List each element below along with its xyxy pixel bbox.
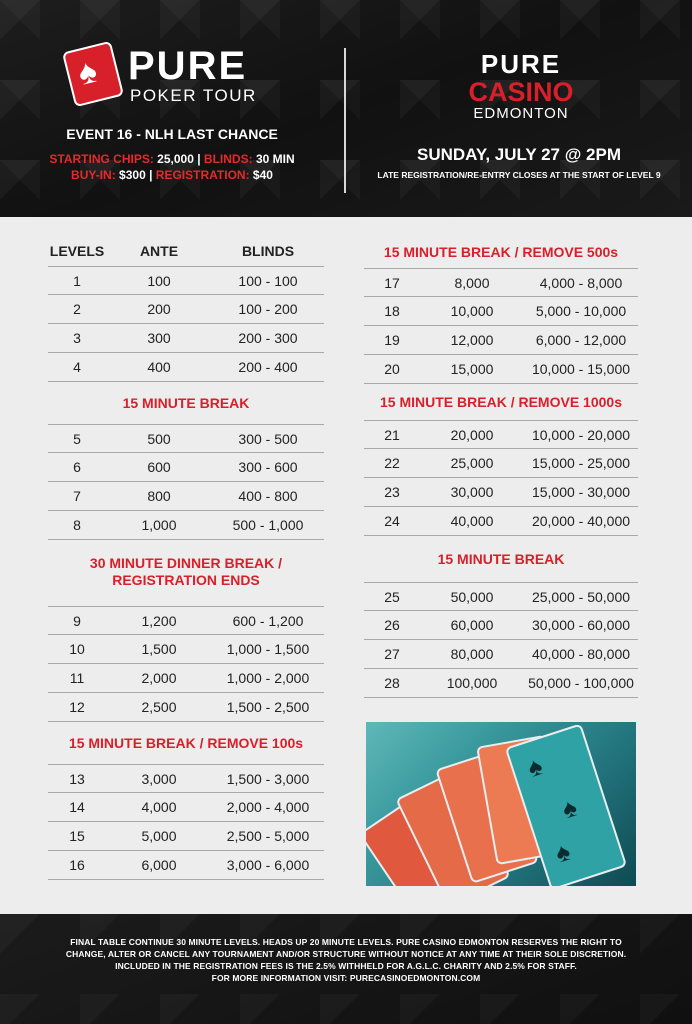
blinds-cell: 1,500 - 3,000 (226, 770, 310, 787)
table-row (364, 268, 638, 297)
blinds-cell: 600 - 1,200 (232, 612, 304, 629)
dinner-break-line2: REGISTRATION ENDS (112, 572, 260, 588)
playing-cards-photo (366, 722, 636, 886)
ante-cell: 12,000 (450, 332, 494, 348)
blinds-cell: 500 - 1,000 (232, 517, 304, 533)
blinds-cell: 6,000 - 12,000 (535, 332, 627, 348)
table-row (48, 793, 324, 822)
dinner-break-line1: 30 MINUTE DINNER BREAK / (89, 555, 283, 571)
footer-line: INCLUDED IN THE REGISTRATION FEES IS THE 2.5% WITHHELD FOR A.G.L.C. CHARITY AND 2.5% FOR STAFF. (115, 961, 577, 971)
level-cell: 1 (73, 272, 81, 289)
blinds-cell: 30,000 - 60,000 (531, 617, 631, 633)
level-cell: 14 (69, 799, 85, 815)
structure-table-right (364, 236, 638, 698)
ante-cell: 300 (147, 330, 171, 346)
blinds-cell: 15,000 - 25,000 (531, 455, 631, 471)
table-row (48, 606, 324, 635)
edmonton-text: EDMONTON (473, 105, 569, 122)
footer-line: CHANGE, ALTER OR CANCEL ANY TOURNAMENT AND/OR STRUCTURE WITHOUT NOTICE AT ANY TIME AT THEIR SOLE DISCRETION. (65, 949, 627, 959)
break-label: 15 MINUTE BREAK (122, 395, 250, 411)
ante-cell: 60,000 (450, 617, 494, 633)
blinds-cell: 1,000 - 1,500 (226, 641, 310, 657)
starting-chips-value: 25,000 (157, 152, 194, 166)
table-row (48, 424, 324, 453)
blinds-cell: 15,000 - 30,000 (531, 484, 631, 500)
level-cell: 4 (73, 359, 81, 375)
level-cell: 23 (384, 484, 400, 500)
ante-cell: 1,000 (141, 517, 177, 533)
blinds-column-header: BLINDS (241, 243, 295, 259)
table-row (48, 851, 324, 880)
table-row (364, 640, 638, 669)
level-cell: 8 (73, 517, 81, 533)
chips-blinds-line (0, 152, 344, 166)
level-cell: 2 (73, 301, 81, 317)
table-row (48, 664, 324, 693)
poster-footer (0, 914, 692, 1024)
structure-table-left (48, 236, 324, 880)
table-header (48, 236, 324, 266)
blinds-value: 30 MIN (255, 152, 295, 166)
table-row (48, 693, 324, 722)
spade-icon: ♠ (558, 791, 581, 825)
ante-cell: 15,000 (450, 361, 494, 377)
table-row (364, 611, 638, 640)
ante-column-header: ANTE (139, 243, 179, 259)
blinds-cell: 2,500 - 5,000 (226, 828, 310, 844)
registration-label: REGISTRATION: (155, 168, 250, 182)
table-row (364, 420, 638, 449)
blinds-cell: 200 - 300 (238, 330, 298, 346)
level-cell: 5 (73, 430, 81, 447)
blinds-cell: 1,000 - 2,000 (226, 670, 310, 686)
table-row (364, 297, 638, 326)
ante-cell: 400 (147, 359, 171, 375)
event-date: SUNDAY, JULY 27 @ 2PM (417, 145, 621, 164)
blinds-cell: 5,000 - 10,000 (535, 303, 627, 319)
footer-line: FINAL TABLE CONTINUE 30 MINUTE LEVELS. HEADS UP 20 MINUTE LEVELS. PURE CASINO EDMONTON RESERVES THE RIGHT TO (70, 937, 622, 947)
level-cell: 19 (384, 332, 400, 348)
level-cell: 15 (69, 828, 85, 844)
blinds-cell: 10,000 - 20,000 (531, 426, 631, 443)
table-row (48, 453, 324, 482)
ante-cell: 40,000 (450, 513, 494, 529)
blinds-cell: 40,000 - 80,000 (531, 646, 631, 662)
level-cell: 20 (384, 361, 400, 377)
ante-cell: 100 (147, 272, 171, 289)
break-label: 15 MINUTE BREAK / REMOVE 1000s (380, 394, 622, 410)
table-row (364, 478, 638, 507)
break-label: 15 MINUTE BREAK / REMOVE 500s (383, 244, 619, 260)
buyin-value: $300 (119, 168, 146, 182)
buyin-label: BUY-IN: (71, 168, 116, 182)
level-cell: 26 (384, 617, 400, 633)
footer-website-line: FOR MORE INFORMATION VISIT: PURECASINOEDMONTON.COM (211, 973, 481, 983)
level-cell: 3 (73, 330, 81, 346)
poster-header (0, 0, 692, 217)
level-cell: 27 (384, 646, 400, 662)
ante-cell: 10,000 (450, 303, 494, 319)
ante-cell: 8,000 (454, 274, 490, 291)
level-cell: 10 (69, 641, 85, 657)
level-cell: 16 (69, 857, 85, 873)
level-cell: 28 (384, 675, 400, 691)
break-label: 15 MINUTE BREAK / REMOVE 100s (68, 735, 304, 751)
ante-cell: 2,000 (141, 670, 177, 686)
table-row (364, 582, 638, 611)
blinds-cell: 400 - 800 (238, 488, 298, 504)
blinds-cell: 100 - 200 (238, 301, 298, 317)
buyin-registration-line (0, 168, 344, 182)
table-row (48, 635, 324, 664)
dinner-break-label (48, 540, 324, 606)
starting-chips-label: STARTING CHIPS: (49, 152, 154, 166)
blinds-cell: 100 - 100 (238, 272, 298, 289)
pure-poker-tour-logo (66, 44, 276, 106)
blinds-cell: 200 - 400 (238, 359, 298, 375)
blinds-cell: 1,500 - 2,500 (226, 699, 310, 715)
table-row (48, 266, 324, 295)
ante-cell: 500 (147, 430, 171, 447)
ante-cell: 4,000 (141, 799, 177, 815)
poker-tour-text: POKER TOUR (130, 86, 257, 105)
blinds-cell: 4,000 - 8,000 (539, 274, 623, 291)
level-cell: 6 (73, 459, 81, 475)
table-row (48, 822, 324, 851)
table-row (364, 507, 638, 536)
spade-card-icon: ♠ (62, 41, 124, 107)
ante-cell: 20,000 (450, 426, 494, 443)
level-cell: 9 (73, 612, 81, 629)
spade-icon: ♠ (523, 750, 547, 784)
blinds-cell: 25,000 - 50,000 (531, 588, 631, 605)
late-registration-note: LATE REGISTRATION/RE-ENTRY CLOSES AT THE START OF LEVEL 9 (377, 170, 661, 180)
blinds-cell: 300 - 500 (238, 430, 298, 447)
levels-column-header: LEVELS (49, 243, 105, 259)
registration-value: $40 (252, 168, 273, 182)
ante-cell: 600 (147, 459, 171, 475)
table-row (48, 511, 324, 540)
table-row (364, 669, 638, 698)
ante-cell: 25,000 (450, 455, 494, 471)
separator: | (149, 168, 153, 182)
blinds-cell: 3,000 - 6,000 (226, 857, 310, 873)
table-row (364, 355, 638, 384)
level-cell: 22 (384, 455, 400, 471)
ante-cell: 5,000 (141, 828, 177, 844)
ante-cell: 1,200 (141, 612, 177, 629)
ante-cell: 100,000 (446, 675, 498, 691)
separator: | (197, 152, 201, 166)
ante-cell: 80,000 (450, 646, 494, 662)
blinds-cell: 50,000 - 100,000 (528, 675, 634, 691)
pure-casino-edmonton-logo (466, 50, 576, 122)
ante-cell: 3,000 (141, 770, 177, 787)
level-cell: 18 (384, 303, 400, 319)
table-row (48, 482, 324, 511)
spade-icon: ♠ (551, 835, 574, 869)
level-cell: 7 (73, 488, 81, 504)
table-row (48, 324, 324, 353)
blinds-cell: 10,000 - 15,000 (531, 361, 631, 377)
ante-cell: 6,000 (141, 857, 177, 873)
event-title: EVENT 16 - NLH LAST CHANCE (66, 126, 278, 142)
level-cell: 13 (69, 770, 85, 787)
table-row (364, 449, 638, 478)
ante-cell: 800 (147, 488, 171, 504)
level-cell: 17 (384, 274, 400, 291)
blinds-label: BLINDS: (203, 152, 253, 166)
break-label: 15 MINUTE BREAK (437, 551, 565, 567)
level-cell: 24 (384, 513, 400, 529)
level-cell: 25 (384, 588, 400, 605)
ante-cell: 2,500 (141, 699, 177, 715)
casino-text: CASINO (468, 77, 574, 107)
table-row (48, 295, 324, 324)
ante-cell: 30,000 (450, 484, 494, 500)
pure-casino-pure-text: PURE (480, 49, 562, 79)
blinds-cell: 2,000 - 4,000 (226, 799, 310, 815)
table-row (48, 353, 324, 382)
level-cell: 21 (384, 426, 400, 443)
blinds-cell: 20,000 - 40,000 (531, 513, 631, 529)
table-row (364, 326, 638, 355)
ante-cell: 200 (147, 301, 171, 317)
level-cell: 11 (69, 670, 85, 686)
ante-cell: 1,500 (141, 641, 177, 657)
ante-cell: 50,000 (450, 588, 494, 605)
table-row (48, 764, 324, 793)
pure-logo-text: PURE (128, 44, 248, 88)
level-cell: 12 (69, 699, 85, 715)
blinds-cell: 300 - 600 (238, 459, 298, 475)
